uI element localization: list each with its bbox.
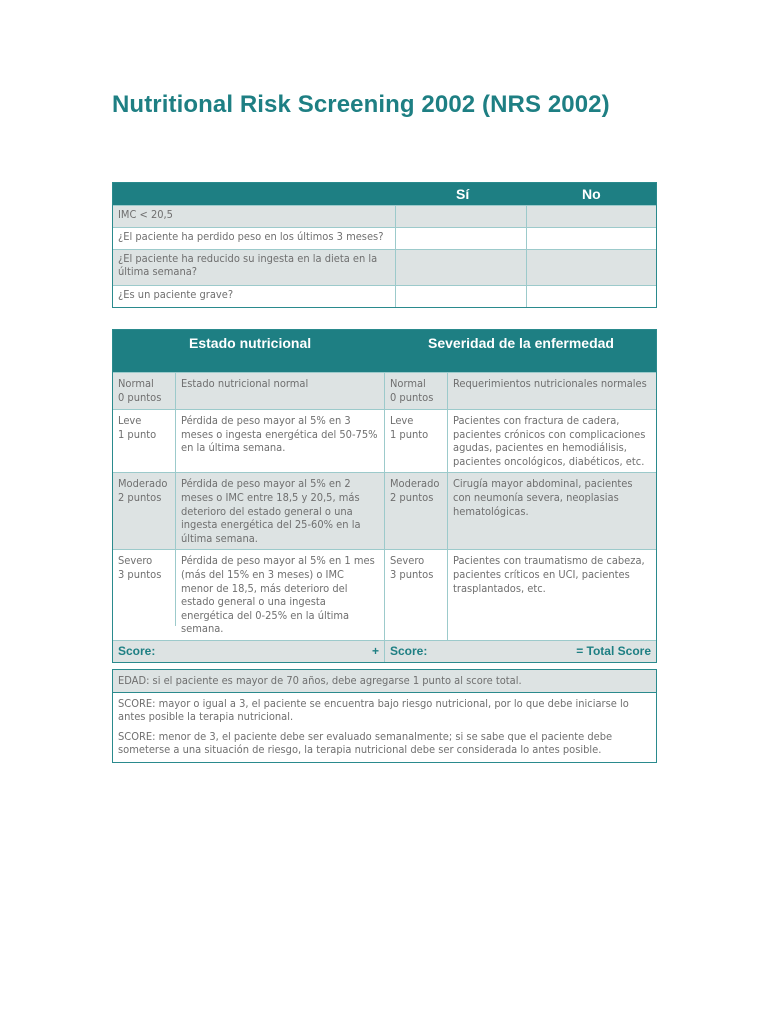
severity-level-cell: Severo 3 puntos bbox=[385, 550, 448, 640]
table-row bbox=[113, 549, 656, 640]
nutritional-level-cell: Moderado 2 puntos bbox=[113, 473, 176, 549]
notes-box bbox=[112, 669, 657, 763]
no-checkbox-cell[interactable] bbox=[527, 250, 656, 285]
severity-level-cell: Leve 1 punto bbox=[385, 410, 448, 472]
score-high-note: SCORE: mayor o igual a 3, el paciente se encuentra bajo riesgo nutricional, por lo que debe iniciarse lo antes posible la terapia nutricional. bbox=[118, 696, 629, 723]
si-checkbox-cell[interactable] bbox=[396, 286, 527, 307]
column-header-no: No bbox=[582, 186, 601, 202]
si-checkbox-cell[interactable] bbox=[396, 228, 527, 249]
column-header-nutritional-state: Estado nutricional bbox=[189, 335, 312, 351]
table-row bbox=[113, 409, 656, 472]
page-title: Nutritional Risk Screening 2002 (NRS 2002) bbox=[112, 91, 610, 118]
nutritional-desc-cell: Pérdida de peso mayor al 5% en 1 mes (más del 15% en 3 meses) o IMC menor de 18,5, más deterioro del estado general o una ingesta energética del 0-25% en la última semana. bbox=[176, 550, 385, 640]
score-label: Score: bbox=[390, 643, 428, 658]
table-row bbox=[113, 205, 656, 227]
table-row bbox=[113, 227, 656, 249]
screening-table bbox=[112, 182, 657, 308]
table-row bbox=[113, 249, 656, 285]
severity-score-cell[interactable] bbox=[385, 641, 656, 662]
score-row bbox=[113, 640, 656, 662]
nutritional-level-cell: Leve 1 punto bbox=[113, 410, 176, 472]
nutritional-level-cell: Normal 0 puntos bbox=[113, 373, 176, 409]
question-cell: ¿Es un paciente grave? bbox=[113, 286, 396, 307]
nutritional-desc-cell: Pérdida de peso mayor al 5% en 2 meses o IMC entre 18,5 y 20,5, más deterioro del estado general o una ingesta energética del 25-60% en la última semana. bbox=[176, 473, 385, 549]
table-row bbox=[113, 472, 656, 549]
nutritional-level-cell: Severo 3 puntos bbox=[113, 550, 176, 626]
table-row bbox=[113, 372, 656, 409]
total-score-label: = Total Score bbox=[576, 643, 651, 658]
severity-desc-cell: Requerimientos nutricionales normales bbox=[453, 377, 647, 390]
no-checkbox-cell[interactable] bbox=[527, 286, 656, 307]
assessment-table-header bbox=[113, 330, 656, 372]
si-checkbox-cell[interactable] bbox=[396, 206, 527, 227]
question-cell: ¿El paciente ha reducido su ingesta en la dieta en la última semana? bbox=[113, 250, 396, 285]
score-low-note: SCORE: menor de 3, el paciente debe ser evaluado semanalmente; si se sabe que el paciente debe someterse a una situación de riesgo, la terapia nutricional debe ser considerada lo antes posible. bbox=[118, 729, 613, 756]
nutritional-score-cell[interactable] bbox=[113, 641, 385, 662]
no-checkbox-cell[interactable] bbox=[527, 206, 656, 227]
severity-desc-cell: Pacientes con fractura de cadera, pacientes crónicos con complicaciones agudas, pacientes en hemodiálisis, pacientes oncológicos, diabéticos, etc. bbox=[453, 414, 646, 468]
table-row bbox=[113, 285, 656, 307]
age-note: EDAD: si el paciente es mayor de 70 años, debe agregarse 1 punto al score total. bbox=[113, 670, 656, 693]
severity-level-cell: Moderado 2 puntos bbox=[385, 473, 448, 549]
nutritional-desc-cell: Pérdida de peso mayor al 5% en 3 meses o ingesta energética del 50-75% en la última semana. bbox=[176, 410, 385, 472]
severity-level-cell: Normal 0 puntos bbox=[385, 373, 448, 409]
screening-table-header bbox=[113, 183, 656, 205]
assessment-table bbox=[112, 329, 657, 663]
severity-desc-cell: Cirugía mayor abdominal, pacientes con neumonía severa, neoplasias hematológicas. bbox=[453, 477, 633, 518]
question-cell: ¿El paciente ha perdido peso en los últimos 3 meses? bbox=[113, 228, 396, 249]
column-header-disease-severity: Severidad de la enfermedad bbox=[428, 335, 614, 351]
question-cell: IMC < 20,5 bbox=[113, 206, 396, 227]
si-checkbox-cell[interactable] bbox=[396, 250, 527, 285]
nutritional-desc-cell: Estado nutricional normal bbox=[176, 373, 385, 409]
score-label: Score: bbox=[118, 643, 156, 658]
severity-desc-cell: Pacientes con traumatismo de cabeza, pacientes críticos en UCI, pacientes trasplantados, etc. bbox=[453, 554, 645, 595]
plus-sign: + bbox=[371, 643, 379, 658]
no-checkbox-cell[interactable] bbox=[527, 228, 656, 249]
column-header-si: Sí bbox=[456, 186, 470, 202]
